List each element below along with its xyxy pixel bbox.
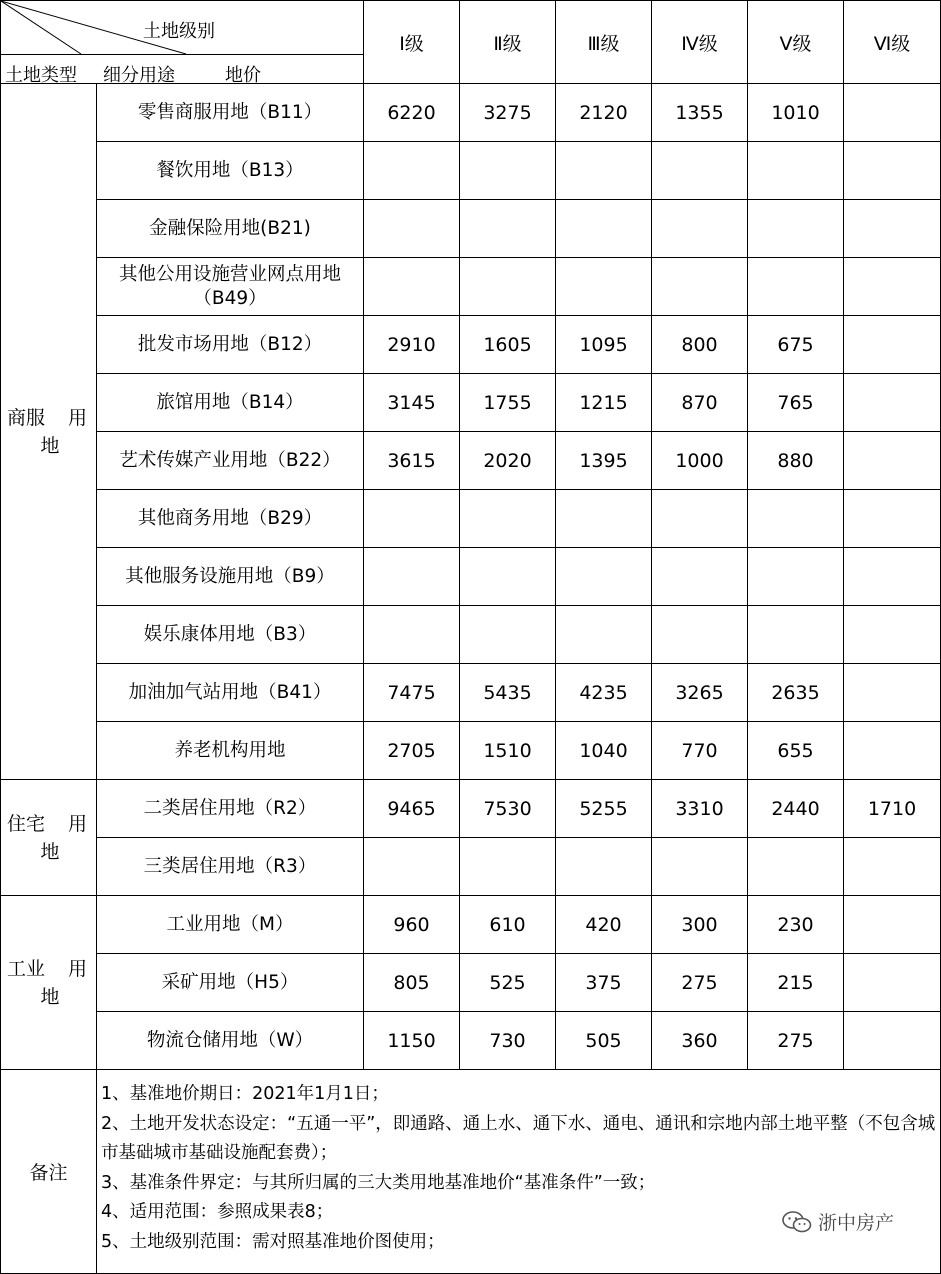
grade-header-4: Ⅳ级	[652, 1, 748, 84]
price-cell: 375	[556, 954, 652, 1012]
table-row	[1, 838, 941, 896]
price-cell: 870	[652, 374, 748, 432]
price-cell	[652, 838, 748, 896]
category-label-part: 工业	[7, 957, 46, 980]
price-cell	[844, 664, 941, 722]
price-cell: 7475	[364, 664, 460, 722]
price-cell: 215	[748, 954, 844, 1012]
wechat-icon	[782, 1211, 812, 1233]
category-label-part: 用	[67, 957, 87, 980]
price-cell	[844, 606, 941, 664]
price-cell: 5435	[460, 664, 556, 722]
table-row	[1, 548, 941, 606]
table-row	[1, 896, 941, 954]
price-cell	[556, 200, 652, 258]
table-row	[1, 316, 941, 374]
price-cell	[844, 896, 941, 954]
category-residential	[1, 780, 97, 896]
price-cell: 765	[748, 374, 844, 432]
notes-content	[97, 1070, 941, 1274]
price-cell	[556, 142, 652, 200]
price-cell: 880	[748, 432, 844, 490]
price-cell	[460, 142, 556, 200]
price-cell	[844, 548, 941, 606]
table-row	[1, 200, 941, 258]
header-price: 地价	[225, 65, 261, 84]
note-line: 2、土地开发状态设定：“五通一平”，即通路、通上水、通下水、通电、通讯和宗地内部土地平整（不包含城市基础城市基础设施配套费）；	[101, 1113, 936, 1163]
price-cell	[364, 142, 460, 200]
sub-use-cell: 零售商服用地（B11）	[97, 84, 364, 142]
table-row	[1, 1012, 941, 1070]
price-cell: 505	[556, 1012, 652, 1070]
price-cell	[364, 200, 460, 258]
category-label-part: 地	[40, 434, 60, 457]
grade-header-1: Ⅰ级	[364, 1, 460, 84]
price-cell: 1755	[460, 374, 556, 432]
sub-use-cell: 其他服务设施用地（B9）	[97, 548, 364, 606]
price-cell: 4235	[556, 664, 652, 722]
price-cell: 9465	[364, 780, 460, 838]
note-line: 1、基准地价期日：2021年1月1日；	[101, 1084, 389, 1104]
price-cell	[556, 490, 652, 548]
table-row	[1, 142, 941, 200]
price-cell	[844, 838, 941, 896]
sub-use-cell: 旅馆用地（B14）	[97, 374, 364, 432]
price-cell	[364, 838, 460, 896]
price-cell: 1215	[556, 374, 652, 432]
price-cell: 3265	[652, 664, 748, 722]
table-row	[1, 954, 941, 1012]
price-cell: 1095	[556, 316, 652, 374]
price-cell	[460, 258, 556, 316]
price-cell: 7530	[460, 780, 556, 838]
sub-use-cell: 艺术传媒产业用地（B22）	[97, 432, 364, 490]
price-cell	[364, 490, 460, 548]
header-row	[1, 1, 941, 84]
sub-use-cell: 工业用地（M）	[97, 896, 364, 954]
table-row	[1, 664, 941, 722]
header-land-type: 土地类型	[5, 65, 77, 84]
price-cell	[460, 200, 556, 258]
header-sub-use: 细分用途	[103, 65, 175, 84]
category-label-part: 用	[67, 406, 87, 429]
note-line: 4、适用范围：参照成果表8；	[101, 1202, 334, 1222]
price-cell	[460, 838, 556, 896]
price-cell: 2705	[364, 722, 460, 780]
notes-row	[1, 1070, 941, 1274]
category-label-part: 住宅	[7, 812, 46, 835]
note-line: 3、基准条件界定：与其所归属的三大类用地基准地价“基准条件”一致；	[101, 1172, 656, 1193]
price-cell: 3145	[364, 374, 460, 432]
table-row	[1, 606, 941, 664]
header-land-grade: 土地级别	[143, 21, 215, 42]
price-cell	[652, 548, 748, 606]
price-cell: 6220	[364, 84, 460, 142]
price-cell: 2635	[748, 664, 844, 722]
price-cell: 3310	[652, 780, 748, 838]
price-cell	[556, 548, 652, 606]
notes-label: 备注	[1, 1070, 97, 1274]
price-cell	[652, 142, 748, 200]
category-label-part: 商服	[7, 406, 46, 429]
price-cell	[748, 838, 844, 896]
price-cell: 230	[748, 896, 844, 954]
price-cell	[748, 606, 844, 664]
sub-use-cell: 三类居住用地（R3）	[97, 838, 364, 896]
price-cell	[748, 548, 844, 606]
price-cell: 525	[460, 954, 556, 1012]
price-cell: 360	[652, 1012, 748, 1070]
price-cell	[748, 258, 844, 316]
price-cell: 2120	[556, 84, 652, 142]
price-cell	[844, 954, 941, 1012]
price-cell	[556, 838, 652, 896]
sub-use-cell: 养老机构用地	[97, 722, 364, 780]
price-cell	[748, 142, 844, 200]
price-cell	[844, 722, 941, 780]
price-cell	[748, 200, 844, 258]
price-cell	[364, 606, 460, 664]
price-cell	[748, 490, 844, 548]
price-cell	[556, 258, 652, 316]
price-cell: 420	[556, 896, 652, 954]
price-cell	[460, 490, 556, 548]
category-label-part: 用	[67, 812, 87, 835]
price-cell	[652, 258, 748, 316]
price-cell	[844, 432, 941, 490]
price-cell: 800	[652, 316, 748, 374]
price-cell	[364, 548, 460, 606]
sub-use-cell: 二类居住用地（R2）	[97, 780, 364, 838]
sub-use-cell: 加油加气站用地（B41）	[97, 664, 364, 722]
grade-header-2: Ⅱ级	[460, 1, 556, 84]
price-cell: 610	[460, 896, 556, 954]
price-cell: 675	[748, 316, 844, 374]
price-cell: 3615	[364, 432, 460, 490]
price-cell	[844, 84, 941, 142]
price-cell	[844, 374, 941, 432]
price-cell: 1510	[460, 722, 556, 780]
sub-use-cell: 采矿用地（H5）	[97, 954, 364, 1012]
price-cell	[460, 548, 556, 606]
price-cell: 1040	[556, 722, 652, 780]
price-cell: 1150	[364, 1012, 460, 1070]
sub-use-cell: 其他商务用地（B29）	[97, 490, 364, 548]
price-cell: 3275	[460, 84, 556, 142]
price-cell: 1710	[844, 780, 941, 838]
table-row	[1, 84, 941, 142]
sub-use-cell: 其他公用设施营业网点用地（B49）	[97, 258, 364, 316]
price-cell	[364, 258, 460, 316]
category-industrial	[1, 896, 97, 1070]
price-cell: 960	[364, 896, 460, 954]
price-cell: 1355	[652, 84, 748, 142]
price-cell: 655	[748, 722, 844, 780]
category-commercial	[1, 84, 97, 780]
header-corner-cell	[1, 1, 364, 84]
price-cell	[652, 606, 748, 664]
price-cell	[844, 1012, 941, 1070]
price-cell	[556, 606, 652, 664]
table-row	[1, 722, 941, 780]
category-label-part: 地	[40, 985, 60, 1008]
price-cell: 1605	[460, 316, 556, 374]
grade-header-3: Ⅲ级	[556, 1, 652, 84]
price-cell: 275	[748, 1012, 844, 1070]
table-row	[1, 432, 941, 490]
watermark	[782, 1208, 894, 1235]
table-row	[1, 780, 941, 838]
grade-header-6: Ⅵ级	[844, 1, 941, 84]
grade-header-5: Ⅴ级	[748, 1, 844, 84]
price-cell: 805	[364, 954, 460, 1012]
sub-use-cell: 物流仓储用地（W）	[97, 1012, 364, 1070]
sub-use-cell: 餐饮用地（B13）	[97, 142, 364, 200]
price-cell	[652, 490, 748, 548]
price-cell	[844, 258, 941, 316]
price-cell	[844, 316, 941, 374]
price-cell: 275	[652, 954, 748, 1012]
table-row	[1, 374, 941, 432]
price-cell: 2020	[460, 432, 556, 490]
price-cell: 770	[652, 722, 748, 780]
price-cell	[844, 490, 941, 548]
price-cell: 1010	[748, 84, 844, 142]
price-cell	[652, 200, 748, 258]
price-cell: 5255	[556, 780, 652, 838]
price-cell: 300	[652, 896, 748, 954]
sub-use-cell: 批发市场用地（B12）	[97, 316, 364, 374]
watermark-text: 浙中房产	[818, 1212, 895, 1234]
table-row	[1, 258, 941, 316]
price-cell: 1000	[652, 432, 748, 490]
note-line: 5、土地级别范围：需对照基准地价图使用；	[101, 1231, 445, 1252]
price-cell: 730	[460, 1012, 556, 1070]
price-cell	[844, 142, 941, 200]
price-cell: 1395	[556, 432, 652, 490]
price-cell: 2440	[748, 780, 844, 838]
category-label-part: 地	[40, 840, 60, 863]
price-cell	[844, 200, 941, 258]
price-cell	[460, 606, 556, 664]
price-cell: 2910	[364, 316, 460, 374]
sub-use-cell: 娱乐康体用地（B3）	[97, 606, 364, 664]
table-row	[1, 490, 941, 548]
sub-use-cell: 金融保险用地(B21)	[97, 200, 364, 258]
